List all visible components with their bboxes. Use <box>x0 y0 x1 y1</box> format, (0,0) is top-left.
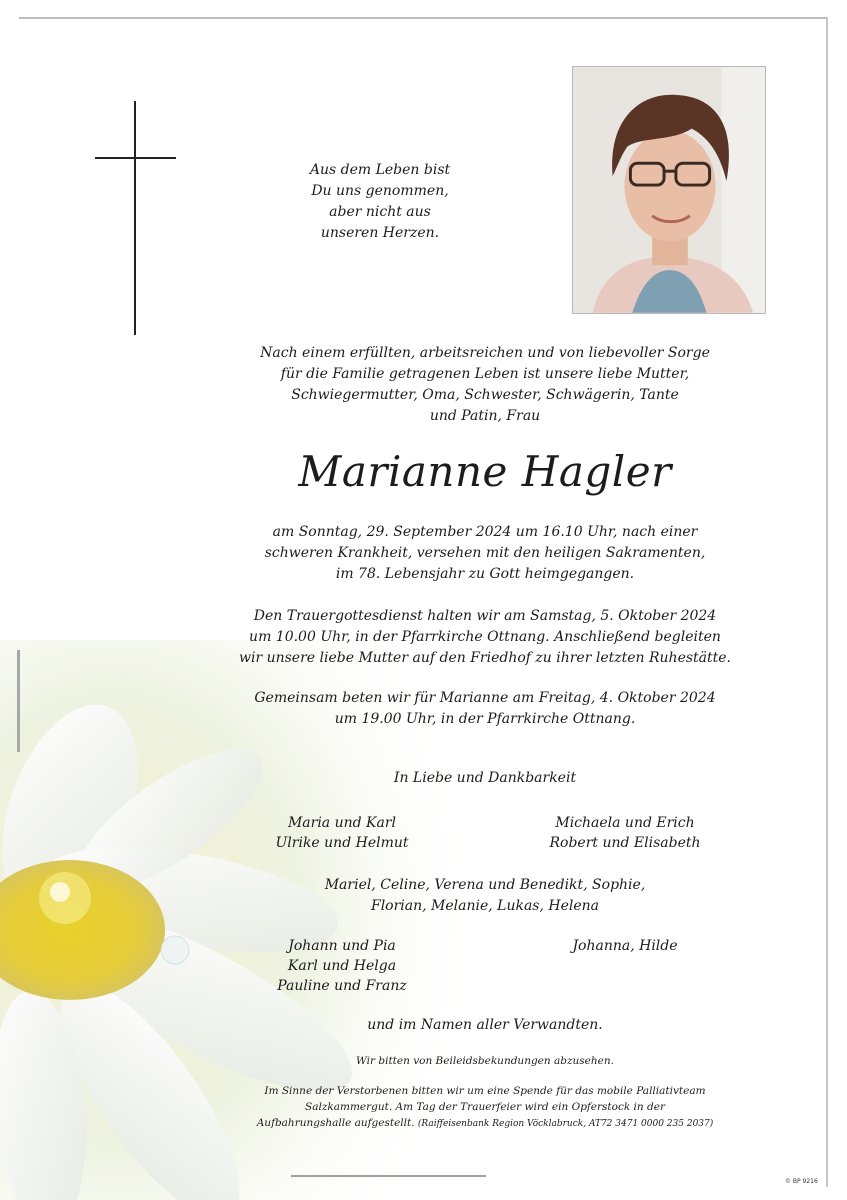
mourners-left-2 <box>232 936 452 996</box>
donation-line: Im Sinne der Verstorbenen bitten wir um eine Spende für das mobile Palliativteam <box>264 1085 706 1097</box>
publisher-logo: © BP 9216 <box>785 1178 818 1185</box>
mourner-name: Pauline und Franz <box>277 978 407 994</box>
mourner-name: Maria und Karl <box>287 815 397 831</box>
prayer-line: Gemeinsam beten wir für Marianne am Freitag, 4. Oktober 2024 <box>254 690 716 706</box>
bank-details: (Raiffeisenbank Region Vöcklabruck, AT72 3471 0000 235 2037) <box>417 1119 714 1129</box>
intro-line: Nach einem erfüllten, arbeitsreichen und von liebevoller Sorge <box>260 345 710 361</box>
intro-text <box>215 343 755 427</box>
mourners-right-2 <box>515 936 735 956</box>
frame-left-line <box>17 650 20 752</box>
frame-bottom-line <box>291 1175 486 1177</box>
prayer-info <box>205 688 765 730</box>
relatives-line: und im Namen aller Verwandten. <box>367 1017 603 1033</box>
intro-line: und Patin, Frau <box>429 408 541 424</box>
quote-line: unseren Herzen. <box>320 225 440 241</box>
cross-icon-horizontal <box>95 157 176 159</box>
quote-text <box>280 160 480 244</box>
donation-note <box>215 1083 755 1132</box>
mourner-name: Mariel, Celine, Verena und Benedikt, Sophie, <box>324 877 646 893</box>
mourner-name: Johann und Pia <box>288 938 396 954</box>
donation-line: Salzkammergut. Am Tag der Trauerfeier wird ein Opferstock in der <box>305 1101 665 1113</box>
deceased-name: Marianne Hagler <box>298 447 672 496</box>
funeral-info <box>205 606 765 669</box>
donation-line <box>215 1115 755 1132</box>
prayer-line: um 19.00 Uhr, in der Pfarrkirche Ottnang. <box>334 711 636 727</box>
mourner-name: Ulrike und Helmut <box>275 835 409 851</box>
mourner-name: Florian, Melanie, Lukas, Helena <box>370 898 600 914</box>
mourner-name: Michaela und Erich <box>555 815 695 831</box>
quote-line: aber nicht aus <box>329 204 431 220</box>
intro-line: für die Familie getragenen Leben ist unsere liebe Mutter, <box>280 366 690 382</box>
mourners-left-1 <box>232 813 452 853</box>
quote-line: Aus dem Leben bist <box>309 162 451 178</box>
death-line: schweren Krankheit, versehen mit den heiligen Sakramenten, <box>264 545 706 561</box>
quote-line: Du uns genommen, <box>311 183 449 199</box>
mourner-name: Johanna, Hilde <box>572 938 678 954</box>
funeral-line: wir unsere liebe Mutter auf den Friedhof zu ihrer letzten Ruhestätte. <box>238 650 732 666</box>
mourner-name: Karl und Helga <box>287 958 397 974</box>
frame-top-line <box>19 17 828 19</box>
donation-line-text: Aufbahrungshalle aufgestellt. <box>256 1117 415 1129</box>
mourners-middle <box>215 875 755 917</box>
portrait-photo <box>572 66 766 314</box>
funeral-line: um 10.00 Uhr, in der Pfarrkirche Ottnang. Anschließend begleiten <box>249 629 721 645</box>
cross-icon-vertical <box>134 101 136 335</box>
death-line: im 78. Lebensjahr zu Gott heimgegangen. <box>335 566 635 582</box>
mourners-right-1 <box>515 813 735 853</box>
frame-right-line <box>826 17 828 1187</box>
closing-phrase: In Liebe und Dankbarkeit <box>393 770 577 786</box>
death-announcement <box>215 522 755 585</box>
intro-line: Schwiegermutter, Oma, Schwester, Schwägerin, Tante <box>291 387 679 403</box>
funeral-line: Den Trauergottesdienst halten wir am Samstag, 5. Oktober 2024 <box>253 608 717 624</box>
death-line: am Sonntag, 29. September 2024 um 16.10 Uhr, nach einer <box>272 524 698 540</box>
mourner-name: Robert und Elisabeth <box>549 835 701 851</box>
condolence-note: Wir bitten von Beileidsbekundungen abzusehen. <box>356 1055 614 1067</box>
